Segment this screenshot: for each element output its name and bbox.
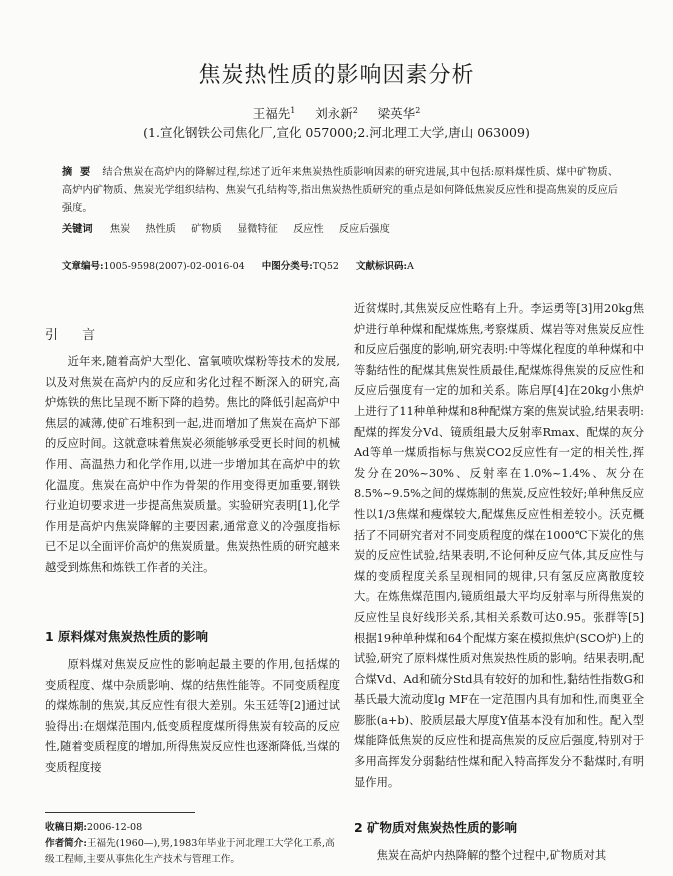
article-no: 1005-9598(2007)-02-0016-04: [103, 261, 245, 272]
footnote: [45, 820, 340, 868]
received-value: 2006-12-08: [86, 822, 143, 833]
clc-code: TQ52: [312, 261, 339, 272]
section1-heading: 1 原料煤对焦炭热性质的影响: [45, 629, 209, 644]
bio-label: 作者简介:: [45, 838, 87, 849]
clc-label: 中图分类号:: [261, 261, 313, 272]
author-name: 刘永新: [315, 106, 353, 121]
affiliation: (1.宣化钢铁公司焦化厂,宣化 057000;2.河北理工大学,唐山 063009): [143, 125, 530, 140]
keyword: 反应后强度: [338, 224, 390, 235]
intro-paragraph: 近年来,随着高炉大型化、富氧喷吹煤粉等技术的发展,以及对焦炭在高炉内的反应和劣化过程不断深入的研究,高炉炼铁的焦比呈现不断下降的趋势。焦比的降低引起高炉中焦层的减薄,使矿石堆积到一起,进而增加了焦炭在高炉下部的反应时间。这就意味着焦炭必须能够承受更长时间的机械作用、高温热力和化学作用,以进一步增加其在高炉中的软化温度。焦炭在高炉中作为骨架的作用变得更加重要,钢铁行业迫切要求进一步提高焦炭质量。实验研究表明[1],化学作用是高炉内焦炭降解的主要因素,通常意义的冷强度指标已不足以全面评价高炉的焦炭质量。焦炭热性质的研究越来越受到炼焦和炼铁工作者的关注。: [45, 355, 340, 574]
keyword: 反应性: [293, 224, 324, 235]
author-name: 梁英华: [377, 106, 416, 121]
author-line: [0, 104, 673, 122]
keywords: [62, 220, 618, 239]
keywords-label: 关键词: [62, 223, 93, 235]
bio-text: 王福先(1960—),男,1983年毕业于河北理工大学化工系,高级工程师,主要从事焦化生产技术与管理工作。: [45, 838, 335, 865]
abstract-label: 摘 要: [62, 166, 93, 178]
intro-heading: 引 言: [45, 328, 106, 343]
section2-body: [354, 846, 644, 867]
author-mark: 2: [352, 105, 358, 115]
keyword: 显微特征: [237, 224, 278, 235]
author-name: 王福先: [252, 106, 291, 121]
keyword: 热性质: [145, 224, 176, 235]
abstract: [62, 163, 618, 218]
intro-body: [45, 352, 340, 579]
section2-paragraph: 焦炭在高炉内热降解的整个过程中,矿物质对其: [376, 849, 607, 862]
doc-code: A: [406, 261, 414, 272]
article-no-label: 文章编号:: [62, 261, 104, 272]
author-mark: 2: [415, 105, 421, 115]
section2-heading: 2 矿物质对焦炭热性质的影响: [354, 820, 518, 835]
section1-body: [45, 655, 340, 779]
keyword: 焦炭: [109, 224, 131, 235]
received-label: 收稿日期:: [45, 822, 87, 833]
abstract-block: [62, 163, 618, 239]
right-column-body: [354, 299, 644, 793]
article-meta: [62, 258, 632, 272]
received-date: [45, 820, 340, 836]
doc-code-label: 文献标识码:: [355, 261, 407, 272]
abstract-text: 结合焦炭在高炉内的降解过程,综述了近年来焦炭热性质影响因素的研究进展,其中包括:原料煤性质、煤中矿物质、高炉内矿物质、焦炭光学组织结构、焦炭气孔结构等,指出焦炭热性质研究的重点是如何降低焦炭反应性和提高焦炭的反应后强度。: [62, 167, 619, 214]
right-paragraph: 近贫煤时,其焦炭反应性略有上升。李运勇等[3]用20kg焦炉进行单种煤和配煤炼焦,考察煤质、煤岩等对焦炭反应性和反应后强度的影响,研究表明:中等煤化程度的单种煤和中等黏结性的配煤其焦炭性质最佳,配煤炼得焦炭的反应性和反应后强度有一定的加和关系。陈启厚[4]在20kg小焦炉上进行了11种单种煤和8种配煤方案的焦炭试验,结果表明:配煤的挥发分Vd、镜质组最大反射率Rmax、配煤的灰分Ad等单一煤质指标与焦炭CO2反应性有一定的相关性,挥发分在20%~30%、反射率在1.0%~1.4%、灰分在8.5%~9.5%之间的煤炼制的焦炭,反应性较好;单种焦反应性以1/3焦煤和瘦煤较大,配煤焦反应性相差较小。沃克概括了不同研究者对不同变质程度的煤在1000℃下炭化的焦炭的反应性试验,结果表明,不论何种反应气体,其反应性与煤的变质程度关系呈现相同的规律,只有氢反应离散度较大。在炼焦煤范围内,镜质组最大平均反射率与所得焦炭的反应性呈良好线形关系,其相关系数可达0.95。张群等[5]根据19种单种煤和64个配煤方案在模拟焦炉(SCO炉)上的试验,研究了原料煤性质对焦炭热性质的影响。结果表明,配合煤Vd、Ad和硫分Std具有较好的加和性,黏结性指数G和基氏最大流动度lg MF在一定范围内具有加和性,而奥亚全膨胀(a+b)、胶质层最大厚度Y值基本没有加和性。配入型煤能降低焦炭的反应性和提高焦炭的反应后强度,特别对于多用高挥发分弱黏结性煤和配入特高挥发分不黏煤时,有明显作用。: [354, 302, 644, 789]
author-bio: [45, 836, 340, 868]
author-mark: 1: [290, 105, 296, 115]
keyword: 矿物质: [191, 224, 222, 235]
footnote-divider: [45, 812, 195, 813]
page-title: 焦炭热性质的影响因素分析: [198, 63, 475, 88]
section1-paragraph: 原料煤对焦炭反应性的影响起最主要的作用,包括煤的变质程度、煤中杂质影响、煤的结焦性能等。不同变质程度的煤炼制的焦炭,其反应性有很大差别。朱玉廷等[2]通过试验得出:在烟煤范围内,低变质程度煤所得焦炭有较高的反应性,随着变质程度的增加,所得焦炭反应性也逐渐降低,当煤的变质程度接: [45, 658, 340, 774]
